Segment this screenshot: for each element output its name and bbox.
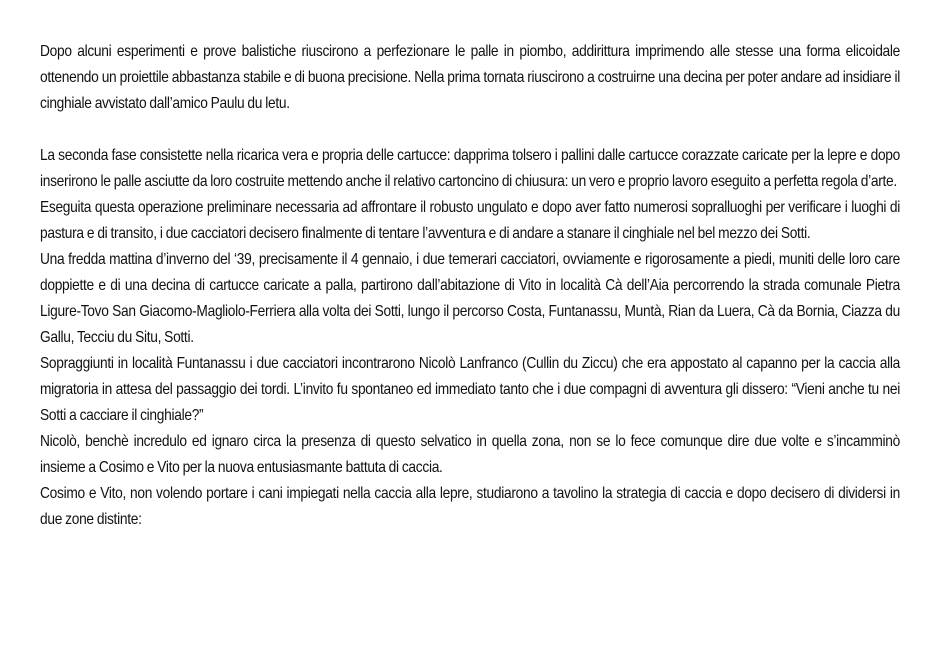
document-page — [40, 39, 900, 533]
paragraph-palle-piombo: Dopo alcuni esperimenti e prove balistiche riuscirono a perfezionare le palle in piombo, addirittura imprimendo alle stesse una forma elicoidale ottenendo un proiettile abbastanza stabile e di buona precisione. Nella prima tornata riuscirono a costruirne una decina per poter andare ad insidiare il cinghiale avvistato dall’amico Paulu du letu. — [40, 43, 900, 112]
paragraph-strategia: Cosimo e Vito, non volendo portare i cani impiegati nella caccia alla lepre, studiarono a tavolino la strategia di caccia e dopo decisero di dividersi in due zone distinte: — [40, 485, 900, 528]
paragraph-nicolo: Nicolò, benchè incredulo ed ignaro circa la presenza di questo selvatico in quella zona, non se lo fece comunque dire due volte e s’incamminò insieme a Cosimo e Vito per la nuova entusiasmante battuta di caccia. — [40, 433, 900, 476]
paragraph-funtanassu: Sopraggiunti in località Funtanassu i due cacciatori incontrarono Nicolò Lanfranco (Cullin du Ziccu) che era appostato al capanno per la caccia alla migratoria in attesa del passaggio dei tordi. L’invito fu spontaneo ed immediato tanto che i due compagni di avventura gli dissero: “Vieni anche tu nei Sotti a cacciare il cinghiale?” — [40, 355, 900, 424]
paragraph-ricarica-cartucce: La seconda fase consistette nella ricarica vera e propria delle cartucce: dapprima tolsero i pallini dalle cartucce corazzate caricate per la lepre e dopo inserirono le palle asciutte da loro costruite mettendo anche il relativo cartoncino di chiusura: un vero e proprio lavoro eseguito a perfetta regola d’arte. — [40, 147, 900, 190]
paragraph-mattina-inverno: Una fredda mattina d’inverno del ‘39, precisamente il 4 gennaio, i due temerari cacciatori, ovviamente e rigorosamente a piedi, muniti delle loro care doppiette e di una decina di cartucce caricate a palla, partirono dall’abitazione di Vito in località Cà dell’Aia percorrendo la strada comunale Pietra Ligure-Tovo San Giacomo-Magliolo-Ferriera alla volta dei Sotti, lungo il percorso Costa, Funtanassu, Muntà, Rian da Luera, Cà da Bornia, Ciazza du Gallu, Tecciu du Situ, Sotti. — [40, 251, 900, 346]
paragraph-spacer — [40, 117, 900, 143]
paragraph-operazione-preliminare: Eseguita questa operazione preliminare necessaria ad affrontare il robusto ungulato e dopo aver fatto numerosi sopralluoghi per verificare i luoghi di pastura e di transito, i due cacciatori decisero finalmente di tentare l’avventura e di andare a stanare il cinghiale nel bel mezzo dei Sotti. — [40, 199, 900, 242]
